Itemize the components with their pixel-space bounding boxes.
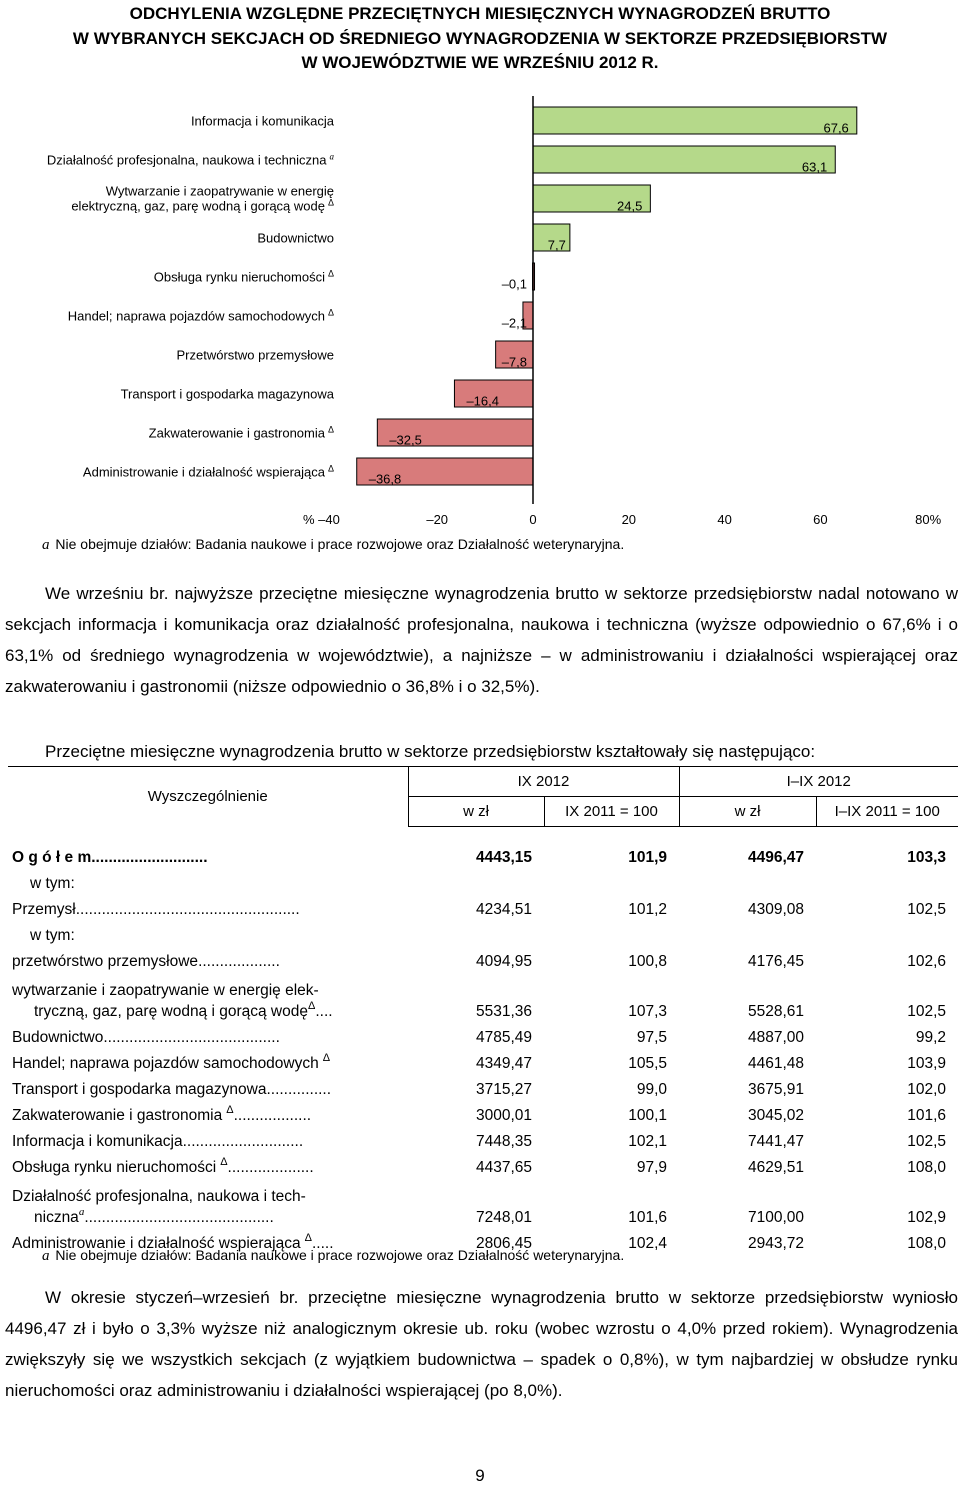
value-label: –36,8	[368, 471, 402, 487]
table-row	[8, 1047, 958, 1073]
cell-i-ix-index: 108,0	[907, 1235, 946, 1252]
cell-ix-index: 97,5	[636, 1029, 667, 1046]
value-label: –16,4	[466, 393, 499, 409]
cell-i-ix-value: 4461,48	[747, 1055, 804, 1072]
table-row	[8, 1177, 958, 1227]
table-sub-3: w zł	[679, 797, 816, 827]
cell-empty	[408, 867, 544, 893]
cell-empty	[679, 919, 816, 945]
cell-ix-index: 97,9	[636, 1159, 667, 1176]
category-label: Transport i gospodarka magazynowa	[120, 386, 334, 402]
category-label: Budownictwo	[257, 230, 334, 246]
value-label: 24,5	[617, 198, 643, 214]
table-row	[8, 945, 958, 971]
table-group-ix: IX 2012	[408, 767, 679, 797]
cell-empty	[544, 867, 679, 893]
row-label: Działalność profesjonalna, naukowa i tech- niczna$^a$............................................	[12, 1188, 306, 1226]
value-label: –0,1	[501, 276, 527, 292]
row-label: Informacja i komunikacja............................	[12, 1133, 304, 1150]
x-tick-label: 40	[717, 512, 732, 527]
cell-i-ix-value: 2943,72	[747, 1235, 804, 1252]
cell-ix-index: 99,0	[636, 1081, 667, 1098]
cell-i-ix-value: 4887,00	[747, 1029, 804, 1046]
row-label: wytwarzanie i zaopatrywanie w energię elek- tryczną, gaz, parę wodną i gorącą wodę$^\Delta$....	[12, 982, 333, 1020]
cell-ix-value: 7448,35	[475, 1133, 532, 1150]
category-label: Przetwórstwo przemysłowe	[176, 347, 334, 363]
bar-chart	[0, 96, 960, 536]
table-sub-4: I–IX 2011 = 100	[816, 797, 958, 827]
row-label: w tym:	[30, 927, 75, 944]
cell-ix-value: 4437,65	[475, 1159, 532, 1176]
category-label: Wytwarzanie i zaopatrywanie w energię elektryczną, gaz, parę wodną i gorącą wodę $^\Delta$	[71, 183, 334, 214]
table-row	[8, 971, 958, 1021]
x-tick-label: –20	[426, 512, 449, 527]
category-label: Obsługa rynku nieruchomości $^\Delta$	[153, 268, 334, 285]
cell-i-ix-value: 3675,91	[747, 1081, 804, 1098]
cell-i-ix-index: 101,6	[907, 1107, 946, 1124]
table-row	[8, 1073, 958, 1099]
footnote-marker: a	[42, 1248, 50, 1264]
table-row	[8, 919, 958, 945]
category-label: Informacja i komunikacja	[190, 113, 334, 129]
cell-ix-value: 4234,51	[475, 901, 532, 918]
table-row	[8, 1021, 958, 1047]
cell-ix-value: 2806,45	[475, 1235, 532, 1252]
bar	[533, 146, 835, 173]
title-line-3: W WOJEWÓDZTWIE WE WRZEŚNIU 2012 R.	[301, 53, 659, 72]
cell-ix-index: 101,2	[628, 901, 667, 918]
title-line-1: ODCHYLENIA WZGLĘDNE PRZECIĘTNYCH MIESIĘCZNYCH WYNAGRODZEŃ BRUTTO	[129, 4, 831, 23]
row-label: Obsługa rynku nieruchomości $^\Delta$....................	[12, 1156, 314, 1176]
cell-ix-index: 105,5	[628, 1055, 667, 1072]
cell-ix-index: 100,1	[628, 1107, 667, 1124]
cell-ix-index: 101,9	[628, 849, 667, 866]
x-tick-label: 60	[813, 512, 828, 527]
row-label: Przemysł....................................................	[12, 901, 300, 918]
footnote-text: Nie obejmuje działów: Badania naukowe i prace rozwojowe oraz Działalność weterynaryjna.	[55, 536, 625, 552]
chart-footnote	[42, 536, 624, 554]
value-label: –7,8	[501, 354, 527, 370]
cell-i-ix-value: 4309,08	[747, 901, 804, 918]
table-sub-1: w zł	[408, 797, 544, 827]
cell-ix-value: 4785,49	[475, 1029, 532, 1046]
cell-i-ix-index: 103,9	[907, 1055, 946, 1072]
cell-i-ix-value: 5528,61	[747, 1003, 804, 1020]
table-head-label: Wyszczególnienie	[8, 767, 408, 827]
cell-ix-value: 4349,47	[475, 1055, 532, 1072]
cell-ix-value: 4443,15	[475, 849, 532, 866]
cell-i-ix-index: 103,3	[907, 849, 946, 866]
x-tick-label: 0	[529, 512, 537, 527]
title-line-2: W WYBRANYCH SEKCJACH OD ŚREDNIEGO WYNAGRODZENIA W SEKTORZE PRZEDSIĘBIORSTW	[72, 28, 888, 48]
cell-ix-value: 5531,36	[475, 1003, 532, 1020]
cell-i-ix-value: 4496,47	[747, 849, 804, 866]
cell-ix-value: 7248,01	[475, 1209, 532, 1226]
cell-i-ix-value: 7100,00	[747, 1209, 804, 1226]
cell-empty	[816, 867, 958, 893]
cell-ix-value: 3715,27	[475, 1081, 532, 1098]
row-label: przetwórstwo przemysłowe...................	[12, 953, 280, 970]
paragraph-1: We wrześniu br. najwyższe przeciętne miesięczne wynagrodzenia brutto w sektorze przedsiębiorstw nadal notowano w sekcjach informacja i komunikacja oraz działalność profesjonalna, naukowa i techniczna (wyższe odpowiednio o 67,6% i o 63,1% od średniego wynagrodzenia w województwie), a najniższe – w administrowaniu i działalności wspierającej oraz zakwaterowaniu i gastronomii (niższe odpowiednio o 36,8% i o 32,5%).	[5, 584, 958, 696]
cell-i-ix-index: 99,2	[915, 1029, 946, 1046]
chart-title	[0, 2, 960, 76]
cell-empty	[544, 919, 679, 945]
row-label: O g ó ł e m...........................	[12, 849, 208, 866]
cell-i-ix-index: 102,5	[907, 1133, 946, 1150]
cell-ix-value: 3000,01	[475, 1107, 532, 1124]
table-row	[8, 893, 958, 919]
cell-i-ix-index: 102,0	[907, 1081, 946, 1098]
cell-i-ix-index: 102,6	[907, 953, 946, 970]
cell-empty	[408, 919, 544, 945]
table-row	[8, 1151, 958, 1177]
value-label: 7,7	[547, 237, 566, 253]
category-label: Działalność profesjonalna, naukowa i techniczna $^a$	[46, 151, 334, 168]
cell-i-ix-index: 102,9	[907, 1209, 946, 1226]
table-sub-2: IX 2011 = 100	[544, 797, 679, 827]
value-label: –2,1	[501, 315, 527, 331]
table-row	[8, 1099, 958, 1125]
paragraph-2: Przeciętne miesięczne wynagrodzenia brutto w sektorze przedsiębiorstw kształtowały się następująco:	[45, 742, 816, 761]
value-label: 67,6	[823, 120, 849, 136]
row-label: Administrowanie i działalność wspierająca $^\Delta$.....	[12, 1232, 334, 1252]
x-tick-label: 80%	[915, 512, 942, 527]
cell-empty	[816, 919, 958, 945]
table-group-i-ix: I–IX 2012	[679, 767, 958, 797]
row-label: w tym:	[30, 875, 75, 892]
cell-i-ix-value: 3045,02	[747, 1107, 804, 1124]
cell-i-ix-index: 108,0	[907, 1159, 946, 1176]
footnote-text: Nie obejmuje działów: Badania naukowe i prace rozwojowe oraz Działalność weterynaryjna.	[55, 1247, 625, 1263]
cell-ix-index: 100,8	[628, 953, 667, 970]
row-label: Zakwaterowanie i gastronomia $^\Delta$..................	[12, 1104, 312, 1124]
table-row	[8, 1125, 958, 1151]
cell-i-ix-index: 102,5	[907, 901, 946, 918]
table-row	[8, 867, 958, 893]
row-label: Handel; naprawa pojazdów samochodowych $^\Delta$	[12, 1052, 331, 1072]
cell-ix-value: 4094,95	[475, 953, 532, 970]
cell-i-ix-index: 102,5	[907, 1003, 946, 1020]
value-label: –32,5	[389, 432, 422, 448]
wages-table	[8, 766, 958, 1253]
x-tick-label: 20	[621, 512, 637, 527]
value-label: 63,1	[801, 159, 828, 175]
cell-i-ix-value: 7441,47	[747, 1133, 804, 1150]
category-label: Zakwaterowanie i gastronomia $^\Delta$	[148, 424, 334, 441]
table-footnote	[42, 1247, 624, 1265]
cell-ix-index: 102,4	[628, 1235, 667, 1252]
row-label: Transport i gospodarka magazynowa...............	[12, 1081, 332, 1098]
cell-ix-index: 107,3	[628, 1003, 667, 1020]
table-row	[8, 841, 958, 867]
category-label: Handel; naprawa pojazdów samochodowych $^\Delta$	[67, 307, 334, 324]
paragraph-3: W okresie styczeń–wrzesień br. przeciętne miesięczne wynagrodzenia brutto w sektorze przedsiębiorstw wyniosło 4496,47 zł i było o 3,3% wyższe niż analogicznym okresie ub. roku (wobec wzrostu o 4,0% przed rokiem). Wynagrodzenia zwiększyły się we wszystkich sekcjach (z wyjątkiem budownictwa – spadek o 0,8%), w tym najbardziej w obsłudze rynku nieruchomości oraz administrowaniu i działalności wspierającej (po 8,0%).	[5, 1288, 958, 1400]
cell-i-ix-value: 4629,51	[747, 1159, 804, 1176]
row-label: Budownictwo.........................................	[12, 1029, 280, 1046]
cell-empty	[679, 867, 816, 893]
cell-ix-index: 102,1	[628, 1133, 667, 1150]
bar	[533, 107, 857, 134]
footnote-marker: a	[42, 537, 50, 553]
page-number: 9	[475, 1466, 485, 1485]
cell-ix-index: 101,6	[628, 1209, 667, 1226]
x-tick-label: % –40	[302, 512, 340, 527]
cell-i-ix-value: 4176,45	[747, 953, 804, 970]
category-label: Administrowanie i działalność wspierająca $^\Delta$	[82, 463, 334, 480]
